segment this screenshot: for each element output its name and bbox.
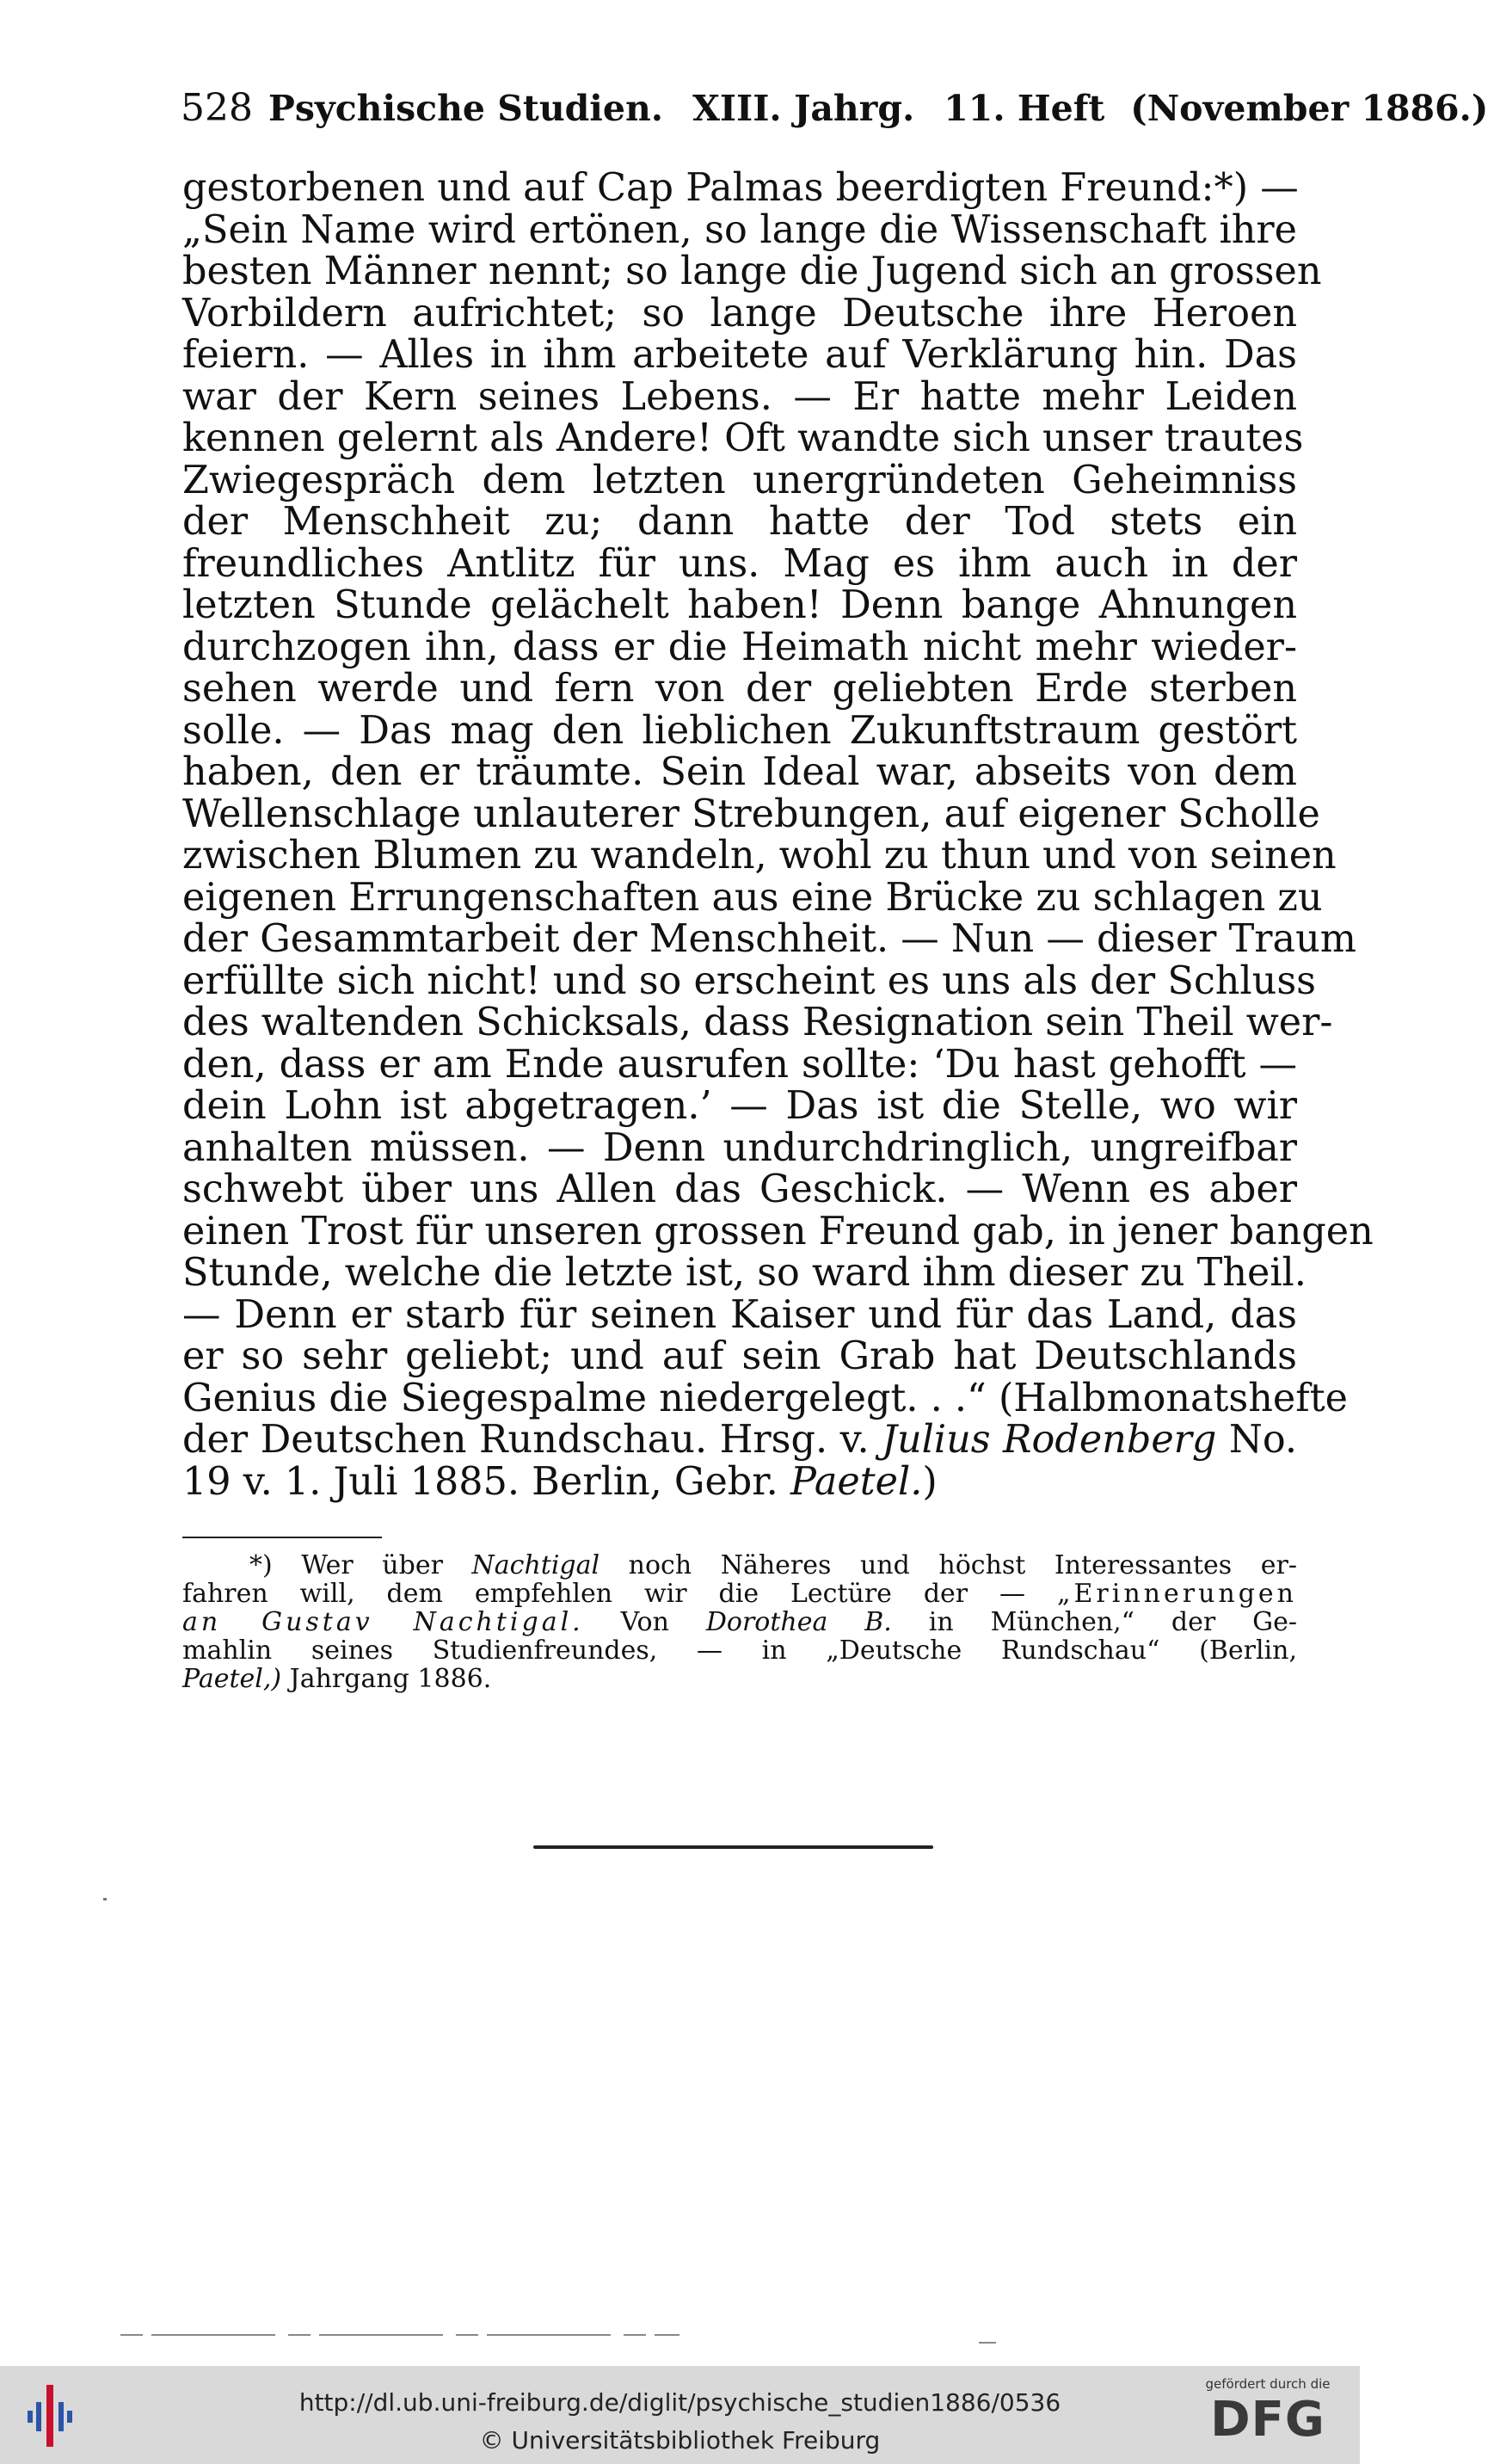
text-line: letzten Stunde gelächelt haben! Denn bange Ahnungen	[182, 583, 1297, 627]
volume-label: XIII. Jahrg.	[692, 88, 915, 129]
text-line: haben, den er träumte. Sein Ideal war, abseits von dem	[182, 750, 1297, 794]
text-line: erfüllte sich nicht! und so erscheint es uns als der Schluss	[182, 958, 1316, 1003]
text-line: feiern. — Alles in ihm arbeitete auf Verklärung hin. Das	[182, 333, 1297, 377]
citation-close: )	[922, 1459, 938, 1504]
citation-prefix: der Deutschen Rundschau. Hrsg. v.	[182, 1418, 870, 1462]
footnote	[182, 1551, 1297, 1693]
footnote-marker: *) Wer über	[249, 1550, 443, 1580]
text-line: Vorbildern aufrichtet; so lange Deutsche ihre Heroen	[182, 291, 1297, 336]
text-line: „Sein Name wird ertönen, so lange die Wissenschaft ihre	[182, 207, 1297, 252]
scan-artifact-line	[120, 2334, 679, 2336]
page-url[interactable]: http://dl.ub.uni-freiburg.de/diglit/psychische_studien1886/0536	[298, 2388, 1061, 2417]
text-line: Zwiegespräch dem letzten unergründeten Geheimniss	[182, 458, 1297, 502]
body-text	[182, 166, 1374, 1504]
text-line: der Menschheit zu; dann hatte der Tod stets ein	[182, 500, 1297, 544]
scan-speck	[103, 1898, 107, 1900]
footnote-author: Dorothea B.	[705, 1607, 892, 1637]
text-line: gestorbenen und auf Cap Palmas beerdigten Freund:*) —	[182, 166, 1299, 210]
text-line: freundliches Antlitz für uns. Mag es ihm auch in der	[182, 541, 1297, 586]
footnote-line: mahlin seines Studienfreundes, — in „Deutsche Rundschau“ (Berlin,	[182, 1635, 1297, 1666]
footnote-title: an Gustav Nachtigal.	[182, 1607, 584, 1637]
text-line: der Gesammtarbeit der Menschheit. — Nun — dieser Traum	[182, 917, 1356, 961]
footnote-name: Nachtigal	[471, 1550, 600, 1580]
text-line: des waltenden Schicksals, dass Resignation sein Theil wer-	[182, 1001, 1333, 1044]
footnote-line	[182, 1665, 1297, 1693]
footnote-line	[182, 1608, 1297, 1636]
text-line: sehen werde und fern von der geliebten Erde sterben	[182, 667, 1297, 711]
footnote-publisher: Paetel,)	[182, 1664, 282, 1694]
text-line: zwischen Blumen zu wandeln, wohl zu thun und von seinen	[182, 834, 1337, 878]
citation-publisher: Paetel.	[790, 1459, 923, 1504]
text-line: einen Trost für unseren grossen Freund gab, in jener bangen	[182, 1209, 1374, 1254]
footnote-text: Von	[620, 1607, 669, 1637]
text-line: anhalten müssen. — Denn undurchdringlich, ungreifbar	[182, 1125, 1297, 1170]
text-line: besten Männer nennt; so lange die Jugend sich an grossen	[182, 249, 1322, 293]
citation-date: 19 v. 1. Juli 1885. Berlin, Gebr.	[182, 1459, 778, 1504]
text-line: schwebt über uns Allen das Geschick. — Wenn es aber	[182, 1167, 1297, 1211]
text-line: dein Lohn ist abgetragen.’ — Das ist die Stelle, wo wir	[182, 1084, 1297, 1128]
journal-title: Psychische Studien.	[267, 88, 664, 129]
text-line: solle. — Das mag den lieblichen Zukunftstraum gestört	[182, 708, 1297, 753]
issue-label: 11. Heft	[944, 88, 1105, 129]
text-line: Genius die Siegespalme niedergelegt. . .“ (Halbmonatshefte	[182, 1376, 1348, 1420]
footnote-text: Jahrgang 1886.	[289, 1664, 492, 1694]
dfg-logo-icon: DFG	[1210, 2392, 1325, 2448]
running-header	[181, 86, 1488, 138]
text-line: — Denn er starb für seinen Kaiser und für das Land, das	[182, 1292, 1297, 1337]
text-line: war der Kern seines Lebens. — Er hatte mehr Leiden	[182, 374, 1297, 419]
footnote-text: noch Näheres und höchst Interessantes er-	[628, 1550, 1297, 1580]
citation-line	[182, 1459, 1297, 1504]
citation-number: No.	[1228, 1418, 1297, 1462]
dfg-caption: gefördert durch die	[1205, 2376, 1331, 2392]
footnote-line	[182, 1580, 1297, 1608]
text-line: kennen gelernt als Andere! Oft wandte sich unser trautes	[182, 416, 1304, 460]
citation-editor: Julius Rodenberg	[882, 1418, 1217, 1462]
issue-date: (November 1886.)	[1130, 88, 1488, 129]
text-line: Stunde, welche die letzte ist, so ward ihm dieser zu Theil.	[182, 1251, 1307, 1295]
text-line: Wellenschlage unlauterer Strebungen, auf eigener Scholle	[182, 792, 1320, 836]
citation-line	[182, 1420, 1297, 1462]
end-divider	[533, 1845, 933, 1849]
text-line: eigenen Errungenschaften aus eine Brücke zu schlagen zu	[182, 875, 1323, 920]
footnote-title: „Erinnerungen	[1056, 1579, 1297, 1609]
footer-bar	[0, 2366, 1360, 2464]
text-line: den, dass er am Ende ausrufen sollte: ‘Du hast gehofft —	[182, 1042, 1297, 1087]
copyright-notice: © Universitätsbibliothek Freiburg	[479, 2426, 881, 2455]
scan-artifact-tick	[979, 2342, 996, 2344]
dfg-funding-logo	[1195, 2376, 1341, 2457]
page-number: 528	[181, 86, 253, 130]
footnote-text: fahren will, dem empfehlen wir die Lectüre der —	[182, 1579, 1026, 1609]
footnote-divider	[182, 1537, 382, 1538]
footnote-text: in München,“ der Ge-	[928, 1607, 1297, 1637]
footnote-line	[182, 1551, 1297, 1580]
text-line: er so sehr geliebt; und auf sein Grab hat Deutschlands	[182, 1334, 1297, 1378]
text-line: durchzogen ihn, dass er die Heimath nicht mehr wieder-	[182, 625, 1297, 669]
